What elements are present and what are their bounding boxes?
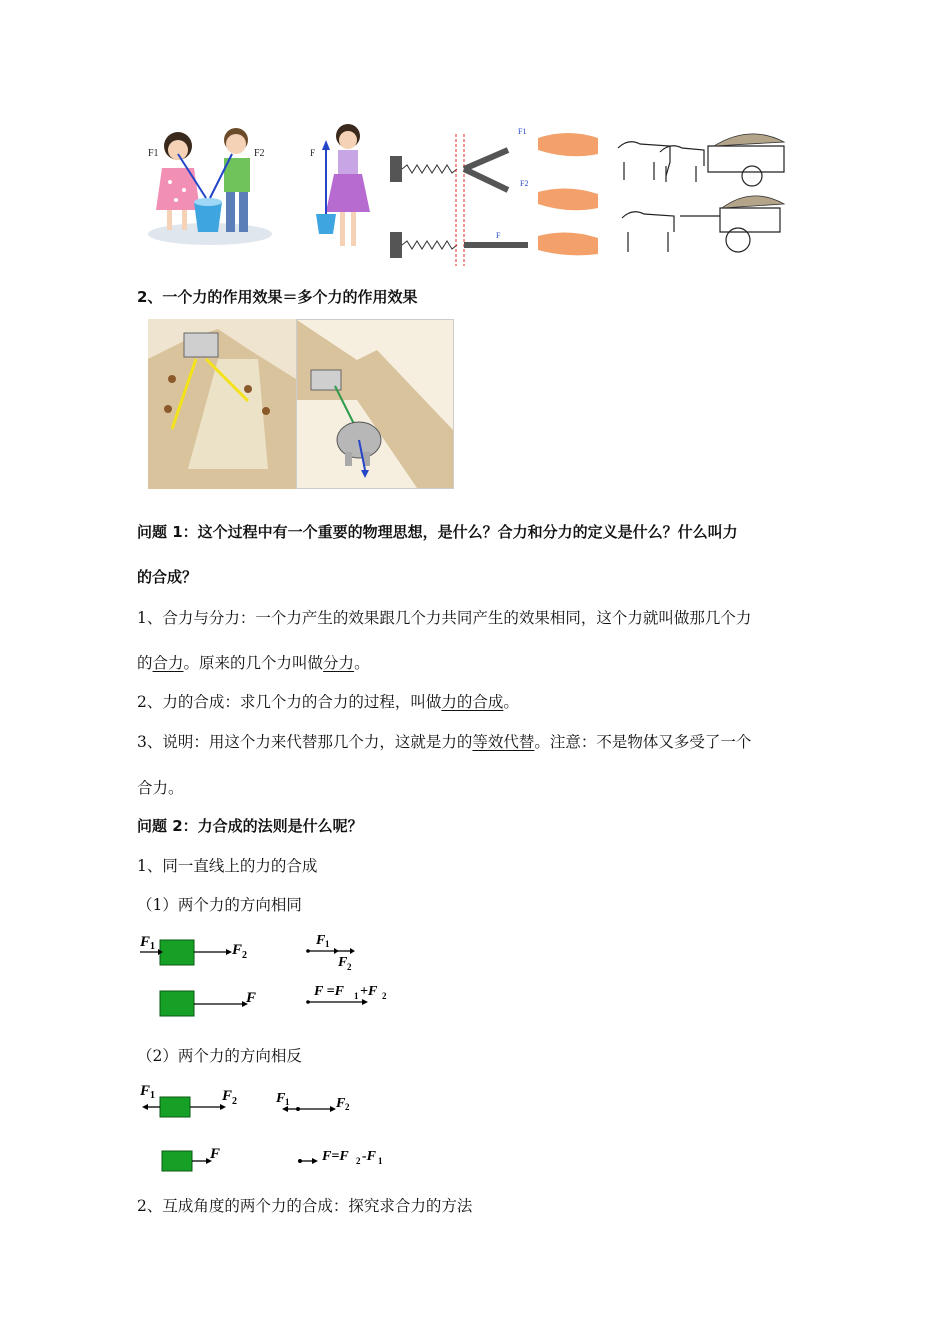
- label-diff-sub2: 2: [356, 1156, 361, 1166]
- label-r-f1: F: [276, 1091, 286, 1106]
- label-sum-sub2: 2: [382, 991, 387, 1001]
- section-1-title: 1、同一直线上的力的合成: [137, 857, 318, 875]
- label-f1: F: [140, 1083, 151, 1099]
- object-box: [162, 1151, 192, 1171]
- question-1-line1: 问题 1：这个过程中有一个重要的物理思想，是什么？合力和分力的定义是什么？什么叫力: [137, 523, 738, 541]
- case-2-title: （2）两个力的方向相反: [137, 1047, 302, 1065]
- label-spring-f: F: [496, 231, 501, 240]
- text-plain: 。原来的几个力叫做: [183, 654, 324, 672]
- term-force-composition: 力的合成: [441, 693, 504, 711]
- diagram-same-direction: [136, 928, 416, 1024]
- object-box: [160, 991, 194, 1016]
- object-box: [160, 940, 194, 965]
- figure-elephant-pull-stone: [296, 319, 454, 489]
- item-1-line1: 1、合力与分力：一个力产生的效果跟几个力共同产生的效果相同，这个力就叫做那几个力: [137, 609, 752, 627]
- item-3-line1: [137, 730, 751, 752]
- label-f2-sub: 2: [232, 1096, 237, 1107]
- label-f1-sub: 1: [150, 941, 155, 952]
- text-plain: 2、力的合成：求几个力的合力的过程，叫做: [137, 693, 442, 711]
- text-plain: 。: [503, 693, 519, 711]
- question-1-line2: 的合成？: [137, 568, 198, 586]
- label-sum-plus: +F: [360, 984, 378, 999]
- heading-one-force-equals-many: 2、一个力的作用效果＝多个力的作用效果: [137, 288, 418, 306]
- label-f2: F2: [254, 148, 265, 159]
- label-r-f1: F: [316, 933, 326, 948]
- section-2-title: 2、互成角度的两个力的合成：探究求合力的方法: [137, 1197, 473, 1215]
- text-plain: 。: [354, 654, 370, 672]
- label-f: F: [310, 148, 316, 158]
- label-f1: F: [140, 934, 151, 950]
- label-f: F: [210, 1146, 221, 1162]
- label-f2: F: [222, 1088, 233, 1104]
- label-sum-sub1: 1: [354, 991, 359, 1001]
- term-equivalent-substitution: 等效代替: [472, 733, 535, 751]
- text-plain: 3、说明：用这个力来代替那几个力，这就是力的: [137, 733, 473, 751]
- object-box: [160, 1097, 190, 1117]
- item-2: [137, 690, 519, 712]
- item-3-line2: 合力。: [137, 779, 184, 797]
- label-diff-eq: F=F: [322, 1149, 349, 1164]
- label-spring-f2: F2: [520, 179, 529, 188]
- label-sum-eq: F =F: [314, 984, 344, 999]
- label-diff-sub1: 1: [378, 1156, 383, 1166]
- label-spring-f1: F1: [518, 127, 527, 136]
- label-r-f2: F: [338, 955, 348, 970]
- figure-horse-carts: [610, 118, 800, 270]
- label-r-f1-sub: 1: [325, 939, 330, 949]
- label-f2: F: [232, 942, 243, 958]
- label-f2-sub: 2: [242, 950, 247, 961]
- label-f1: F1: [148, 148, 159, 159]
- text-plain: 的: [137, 654, 153, 672]
- question-2: 问题 2：力合成的法则是什么呢？: [137, 817, 363, 835]
- diagram-opposite-direction: [136, 1080, 416, 1176]
- label-r-f2-sub: 2: [345, 1102, 350, 1112]
- item-1-line2: [137, 651, 370, 673]
- figure-spring-scales: [388, 120, 602, 268]
- text-plain: 。注意：不是物体又多受了一个: [534, 733, 752, 751]
- label-f: F: [246, 990, 257, 1006]
- term-component-force: 分力: [323, 654, 355, 672]
- label-r-f2-sub: 2: [347, 962, 352, 972]
- label-r-f2: F: [336, 1096, 346, 1111]
- case-1-title: （1）两个力的方向相同: [137, 896, 302, 914]
- label-diff-minus: -F: [362, 1149, 376, 1164]
- label-r-f1-sub: 1: [285, 1097, 290, 1107]
- term-resultant-force: 合力: [152, 654, 184, 672]
- label-f1-sub: 1: [150, 1090, 155, 1101]
- figure-girl-bucket: [306, 118, 386, 256]
- figure-two-kids-bucket: [140, 118, 280, 248]
- figure-people-pull-stone: [148, 319, 296, 489]
